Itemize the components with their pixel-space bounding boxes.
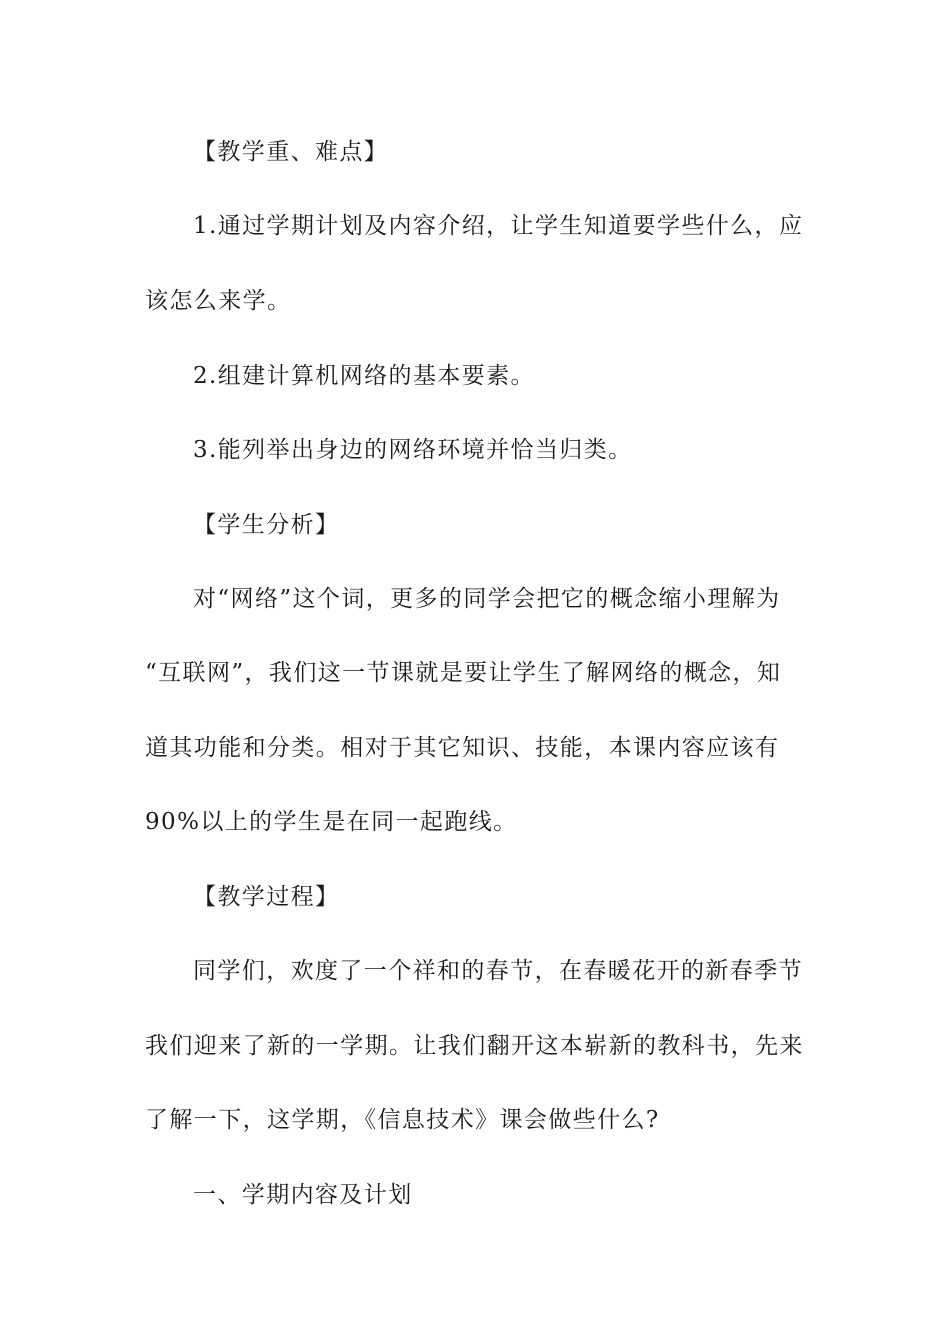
teaching-process-line-3: 了解一下，这学期，《信息技术》课会做些什么? xyxy=(145,1107,660,1133)
student-analysis-line-2: “互联网”，我们这一节课就是要让学生了解网络的概念，知 xyxy=(145,660,782,686)
teaching-process-line-2: 我们迎来了新的一学期。让我们翻开这本崭新的教科书，先来 xyxy=(145,1033,804,1059)
key-point-2: 2.组建计算机网络的基本要素。 xyxy=(193,363,535,389)
key-point-1-line-2: 该怎么来学。 xyxy=(145,288,292,314)
student-analysis-line-1: 对“网络”这个词，更多的同学会把它的概念缩小理解为 xyxy=(193,586,781,612)
key-point-1-line-1: 1.通过学期计划及内容介绍，让学生知道要学些什么，应 xyxy=(193,213,804,239)
student-analysis-line-3: 道其功能和分类。相对于其它知识、技能，本课内容应该有 xyxy=(145,735,780,761)
subheading-semester-plan: 一、学期内容及计划 xyxy=(193,1182,413,1208)
heading-teaching-process: 【教学过程】 xyxy=(193,884,340,910)
student-analysis-line-4: 90%以上的学生是在同一起跑线。 xyxy=(145,809,518,835)
key-point-3: 3.能列举出身边的网络环境并恰当归类。 xyxy=(193,437,633,463)
heading-student-analysis: 【学生分析】 xyxy=(193,512,340,538)
teaching-process-line-1: 同学们，欢度了一个祥和的春节，在春暖花开的新春季节 xyxy=(193,958,803,984)
heading-key-points: 【教学重、难点】 xyxy=(193,139,389,165)
